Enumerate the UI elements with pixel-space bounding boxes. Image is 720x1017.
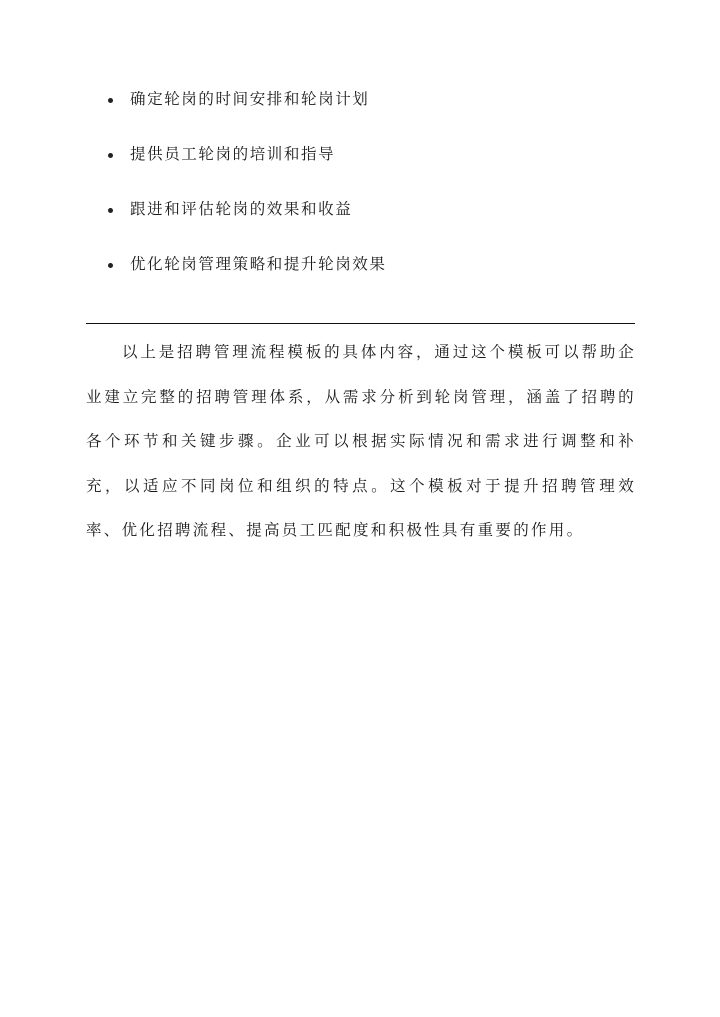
list-item <box>108 141 387 168</box>
list-item <box>108 86 387 113</box>
bullet-text: 跟进和评估轮岗的效果和收益 <box>130 200 353 218</box>
bullet-icon <box>108 98 113 103</box>
summary-paragraph: 以上是招聘管理流程模板的具体内容，通过这个模板可以帮助企业建立完整的招聘管理体系，从需求分析到轮岗管理，涵盖了招聘的各个环节和关键步骤。企业可以根据实际情况和需求进行调整和补充，以适应不同岗位和组织的特点。这个模板对于提升招聘管理效率、优化招聘流程、提高员工匹配度和积极性具有重要的作用。 <box>86 343 636 540</box>
list-item <box>108 196 387 223</box>
bullet-text: 提供员工轮岗的培训和指导 <box>130 145 336 163</box>
list-item <box>108 251 387 278</box>
bullet-text: 优化轮岗管理策略和提升轮岗效果 <box>130 255 387 273</box>
bullet-icon <box>108 263 113 268</box>
bullet-icon <box>108 153 113 158</box>
bullet-icon <box>108 208 113 213</box>
bullet-text: 确定轮岗的时间安排和轮岗计划 <box>130 90 370 108</box>
bullet-list <box>108 86 387 306</box>
horizontal-divider <box>86 323 635 324</box>
